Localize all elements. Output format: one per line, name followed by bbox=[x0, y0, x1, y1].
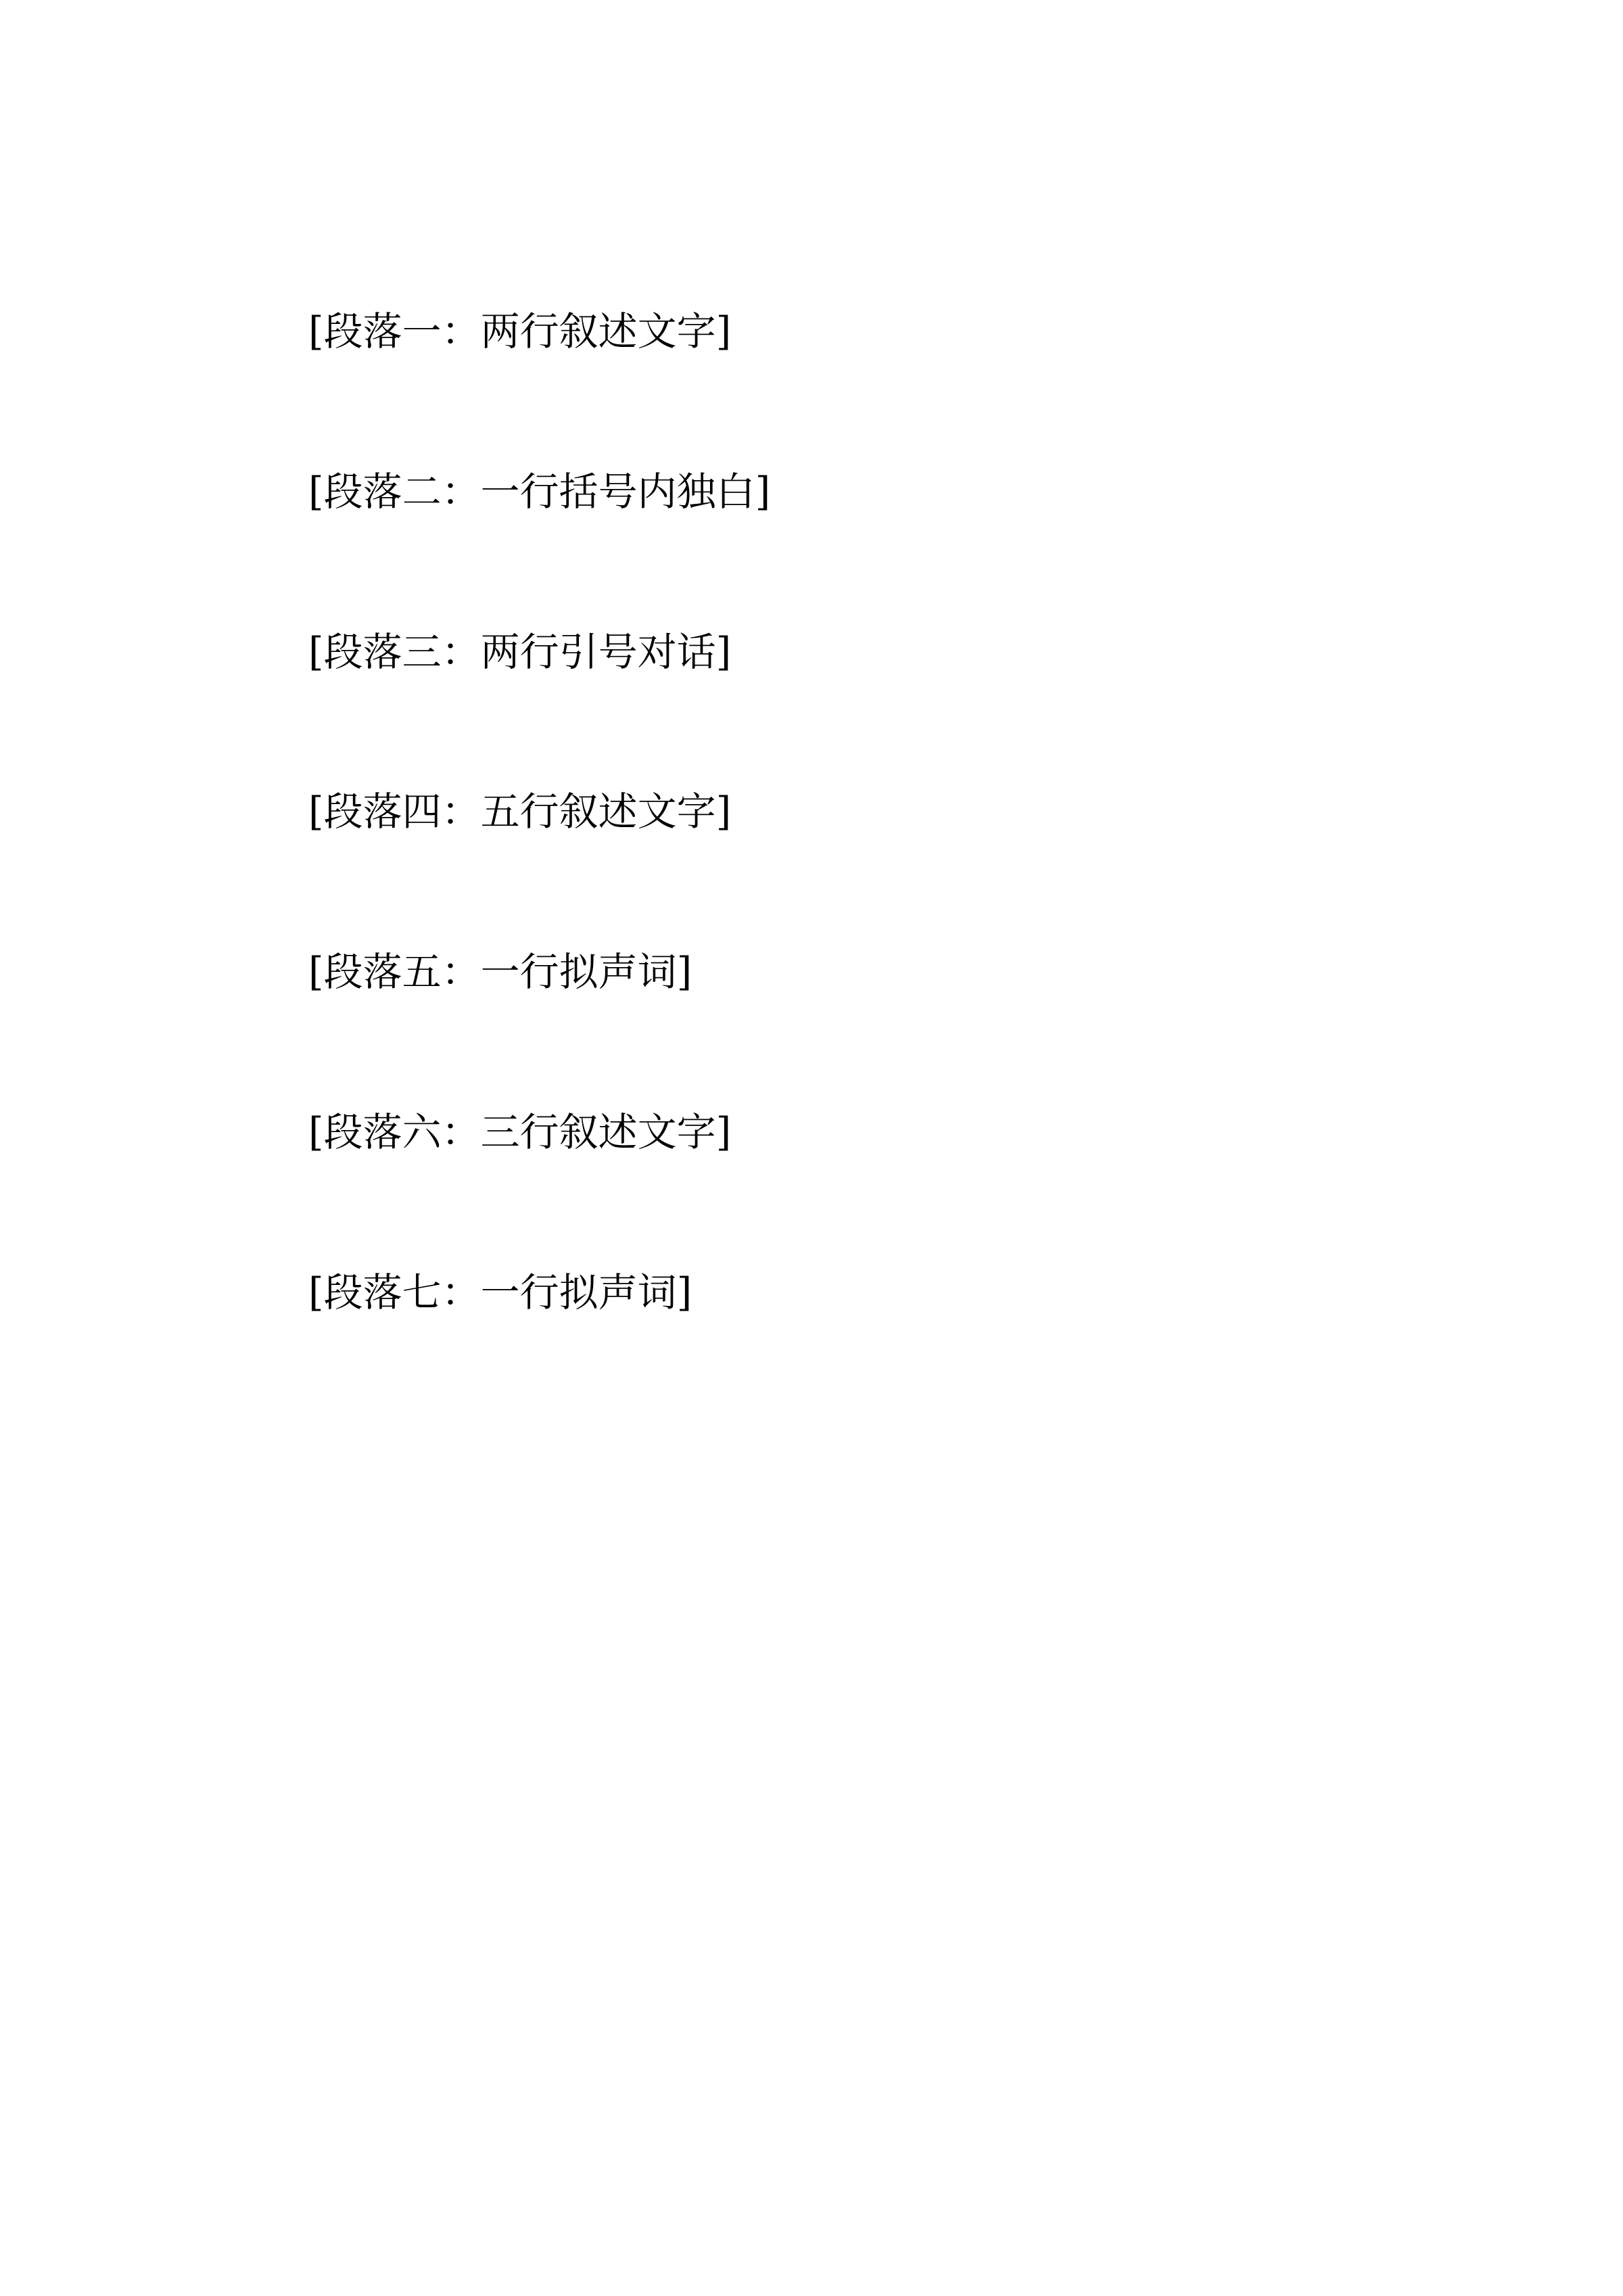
paragraph: [段落三：两行引号对话] bbox=[308, 628, 732, 675]
paragraph: [段落四：五行叙述文字] bbox=[308, 789, 732, 835]
paragraph: [段落一：两行叙述文字] bbox=[308, 308, 732, 354]
paragraph: [段落七：一行拟声词] bbox=[308, 1269, 692, 1315]
paragraph: [段落二：一行括号内独白] bbox=[308, 468, 771, 515]
paragraph: [段落六：三行叙述文字] bbox=[308, 1108, 732, 1155]
paragraph: [段落五：一行拟声词] bbox=[308, 949, 692, 995]
